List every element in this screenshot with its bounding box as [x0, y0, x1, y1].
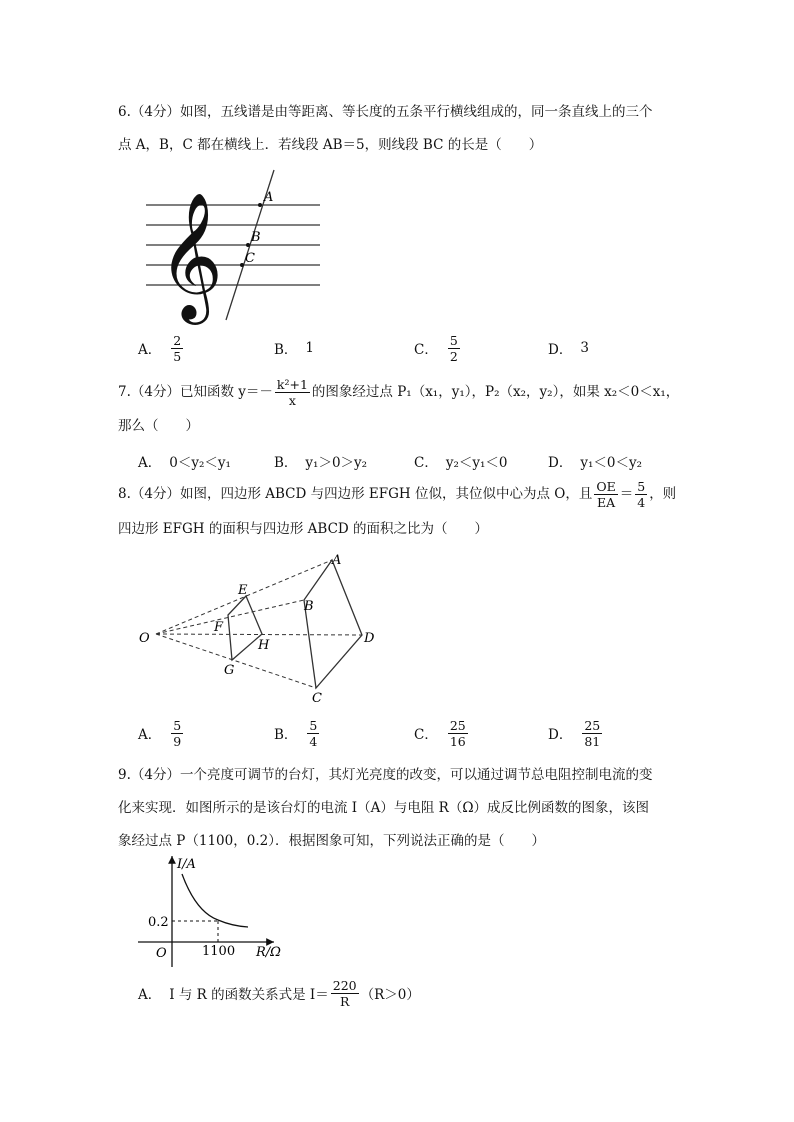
q6-option-a[interactable]: A． $\frac{2}{5}$	[138, 332, 182, 364]
point-h-label: H	[258, 638, 270, 653]
origin-label: O	[156, 946, 167, 961]
q7-option-a[interactable]: A． 0＜y₂＜y₁	[138, 455, 231, 471]
point-c-label: C	[312, 691, 322, 706]
q6-option-b[interactable]: B． 1	[274, 340, 315, 358]
point-d-label: D	[364, 631, 375, 646]
homothety-figure	[134, 550, 384, 710]
question-6-line-1: 6.（4分）如图，五线谱是由等距离、等长度的五条平行横线组成的，同一条直线上的三个	[118, 104, 653, 120]
y-axis-label: I/A	[177, 857, 196, 872]
point-b-label: B	[251, 230, 261, 245]
point-e-label: E	[238, 583, 248, 598]
q6-option-d[interactable]: D． 3	[548, 340, 589, 358]
question-8-options	[138, 713, 698, 753]
question-7-line-2: 那么（ ）	[118, 418, 199, 434]
question-7	[118, 374, 678, 443]
question-7-line-1: 7.（4分）已知函数 y＝－ $\frac{\text{k²+1}}{x}$ 的图象经过点 P₁（x₁，y₁），P₂（x₂，y₂），如果 x₂＜0＜x₁，	[118, 376, 680, 408]
point-o-label: O	[139, 631, 150, 646]
point-f-label: F	[214, 620, 224, 635]
point-c-label: C	[245, 251, 255, 266]
x-tick-label: 1100	[202, 944, 236, 959]
question-9-line-1: 9.（4分）一个亮度可调节的台灯，其灯光亮度的改变，可以通过调节总电阻控制电流的变	[118, 767, 653, 783]
point-b-label: B	[304, 599, 314, 614]
point-a-label: A	[332, 553, 342, 568]
q6-option-c[interactable]: C． $\frac{5}{2}$	[414, 332, 458, 364]
point-a-label: A	[264, 190, 274, 205]
staff-figure	[138, 168, 328, 328]
x-axis-label: R/Ω	[256, 945, 281, 960]
question-9	[118, 759, 678, 858]
q7-option-b[interactable]: B． y₁＞0＞y₂	[274, 455, 368, 471]
question-9-option-a[interactable]: A． I 与 R 的函数关系式是 I＝ $\frac{220}{R}$ （R＞0）	[138, 977, 420, 1009]
q8-option-a[interactable]: A． $\frac{5}{9}$	[138, 717, 182, 749]
q8-option-c[interactable]: C． $\frac{25}{16}$	[414, 717, 466, 749]
q7-option-c[interactable]: C． y₂＜y₁＜0	[414, 455, 508, 471]
q8-option-d[interactable]: D． $\frac{25}{81}$	[548, 717, 601, 749]
question-8-line-2: 四边形 EFGH 的面积与四边形 ABCD 的面积之比为（ ）	[118, 521, 489, 537]
question-6-options	[138, 328, 698, 368]
question-8	[118, 475, 678, 546]
q8-option-b[interactable]: B． $\frac{5}{4}$	[274, 717, 318, 749]
inverse-proportion-graph	[136, 852, 296, 972]
question-6-line-2: 点 A，B，C 都在横线上．若线段 AB＝5，则线段 BC 的长是（ ）	[118, 137, 543, 153]
y-tick-label: 0.2	[148, 915, 169, 930]
q7-option-d[interactable]: D． y₁＜0＜y₂	[548, 455, 642, 471]
point-g-label: G	[224, 663, 235, 678]
treble-clef-icon: 𝄞	[158, 191, 224, 319]
question-8-line-1: 8.（4分）如图，四边形 ABCD 与四边形 EFGH 位似，其位似中心为点 O，且 $\frac{OE}{EA}$ ＝ $\frac{5}{4}$ ，则	[118, 478, 677, 510]
question-6	[118, 96, 678, 162]
question-9-line-2: 化来实现．如图所示的是该台灯的电流 I（A）与电阻 R（Ω）成反比例函数的图象，该图	[118, 800, 650, 816]
question-9-line-3: 象经过点 P（1100，0.2）．根据图象可知，下列说法正确的是（ ）	[118, 833, 545, 849]
